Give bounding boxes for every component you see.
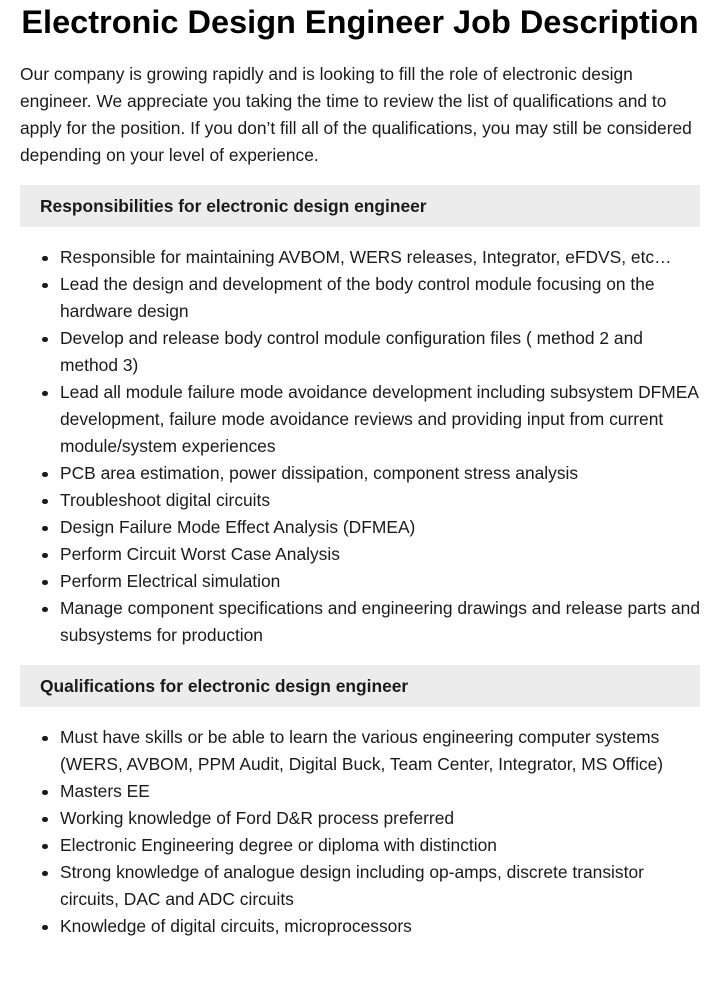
responsibility-item: Lead the design and development of the body control module focusing on the hardware design [60,271,700,325]
responsibilities-list [20,244,700,649]
responsibility-item: Manage component specifications and engineering drawings and release parts and subsystems for production [60,595,700,649]
responsibility-item: PCB area estimation, power dissipation, component stress analysis [60,460,700,487]
responsibility-item: Design Failure Mode Effect Analysis (DFMEA) [60,514,700,541]
responsibility-item: Troubleshoot digital circuits [60,487,700,514]
responsibilities-heading: Responsibilities for electronic design engineer [20,185,700,227]
responsibility-item: Perform Electrical simulation [60,568,700,595]
qualification-item: Electronic Engineering degree or diploma with distinction [60,832,700,859]
qualification-item: Strong knowledge of analogue design including op-amps, discrete transistor circuits, DAC and ADC circuits [60,859,700,913]
qualification-item: Working knowledge of Ford D&R process preferred [60,805,700,832]
responsibility-item: Lead all module failure mode avoidance development including subsystem DFMEA development, failure mode avoidance reviews and providing input from current module/system experiences [60,379,700,460]
responsibility-item: Responsible for maintaining AVBOM, WERS releases, Integrator, eFDVS, etc… [60,244,700,271]
qualification-item: Masters EE [60,778,700,805]
responsibility-item: Perform Circuit Worst Case Analysis [60,541,700,568]
qualifications-heading: Qualifications for electronic design engineer [20,665,700,707]
qualification-item: Knowledge of digital circuits, microprocessors [60,913,700,940]
qualifications-list [20,724,700,940]
intro-paragraph: Our company is growing rapidly and is looking to fill the role of electronic design engineer. We appreciate you taking the time to review the list of qualifications and to apply for the position. If you don’t fill all of the qualifications, you may still be considered depending on your level of experience. [20,64,692,165]
qualification-item: Must have skills or be able to learn the various engineering computer systems (WERS, AVBOM, PPM Audit, Digital Buck, Team Center, Integrator, MS Office) [60,724,700,778]
page-title: Electronic Design Engineer Job Description [21,4,699,40]
responsibility-item: Develop and release body control module configuration files ( method 2 and method 3) [60,325,700,379]
